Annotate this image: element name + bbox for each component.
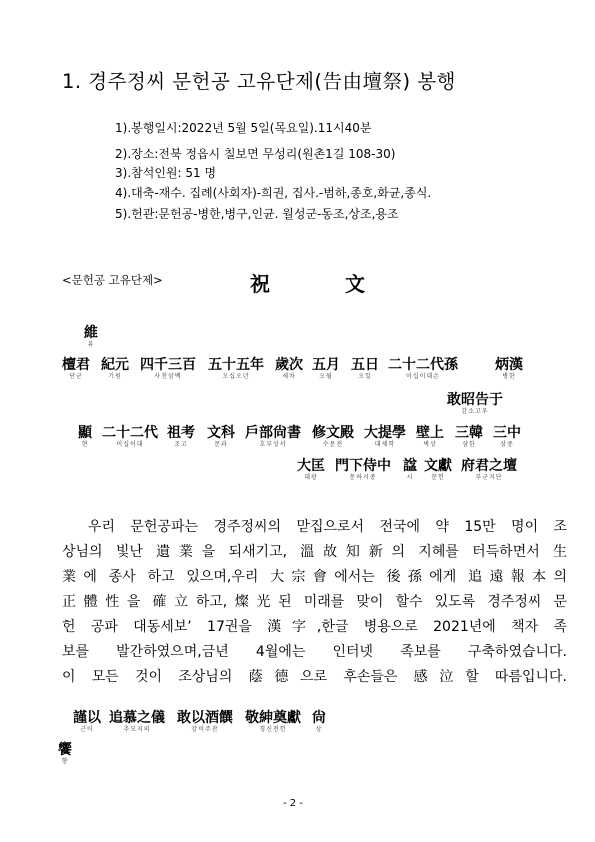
prayer-word: 紀元 기원 (101, 357, 129, 380)
ceremony-tag: <문헌공 고유단제> (62, 273, 163, 287)
prayer-word: 四千三百 사천삼백 (140, 357, 196, 380)
body-line: 보를 발간하였으며,금년 4월에는 인터넷 족보를 구축하였습니다. (62, 644, 567, 660)
prayer-word: 尙 상 (312, 710, 326, 733)
prayer-word: 諡 시 (403, 458, 417, 481)
prayer-word: 三韓 삼한 (455, 425, 483, 448)
prayer-word: 五十五年 오십오년 (208, 357, 264, 380)
prayer-word: 文獻 문헌 (424, 458, 452, 481)
prayer-word: 大提學 대제학 (364, 425, 406, 448)
info-line: 1).봉행일시:2022년 5월 5일(목요일).11시40분 (115, 121, 372, 135)
prayer-word: 饗 향 (58, 742, 72, 765)
document-heading: 祝 文 (250, 272, 399, 296)
info-line: 4).대축-재수. 집례(사회자)-희권, 집사.-범하,종호,화균,종식. (115, 186, 432, 200)
prayer-word: 歲次 세차 (275, 357, 303, 380)
prayer-word: 五月 오월 (312, 357, 340, 380)
prayer-word: 二十二代 이십이대 (102, 425, 158, 448)
prayer-word: 戶部尙書 호부상서 (245, 425, 301, 448)
body-line: 正體性을 確立하고,燦光된 미래를 맞이 할수 있도록 경주정씨 문 (62, 594, 567, 610)
section-title: 1. 경주정씨 문헌공 고유단제(告由壇祭) 봉행 (62, 70, 456, 93)
prayer-word: 三中 삼중 (493, 425, 521, 448)
prayer-word: 敬紳奠獻 경신전헌 (245, 710, 301, 733)
prayer-word: 五日 오일 (351, 357, 379, 380)
page-number: - 2 - (283, 798, 303, 809)
prayer-word: 炳漢 병한 (495, 357, 523, 380)
prayer-word: 壁上 벽상 (416, 425, 444, 448)
prayer-word: 維 유 (84, 325, 98, 348)
prayer-word: 敢以酒饌 감이주찬 (177, 710, 233, 733)
prayer-word: 修文殿 수문전 (312, 425, 354, 448)
prayer-word: 謹以 근이 (73, 710, 101, 733)
prayer-word: 顯 현 (78, 425, 92, 448)
prayer-word: 文科 문과 (207, 425, 235, 448)
prayer-word: 二十二代孫 이십이대손 (388, 357, 458, 380)
info-line: 5).헌관:문헌공-병한,병구,인균. 월성군-동조,상조,용조 (115, 207, 399, 221)
prayer-word: 府君之壇 부군지단 (461, 458, 517, 481)
info-line: 3).참석인원: 51 명 (115, 166, 217, 180)
body-line: 業에 종사 하고 있으며,우리 大宗會에서는 後孫에게 追遠報本의 (62, 569, 567, 585)
prayer-word: 祖考 조고 (167, 425, 195, 448)
prayer-word: 敢昭告于 감소고우 (447, 392, 503, 415)
body-line: 상님의 빛난 遺業을 되새기고, 溫故知新의 지혜를 터득하면서 生 (62, 544, 567, 560)
body-line: 우리 문헌공파는 경주정씨의 맏집으로서 전국에 약 15만 명이 조 (88, 519, 567, 535)
body-line: 이 모든 것이 조상님의 蔭德으로 후손들은 感泣할 따름입니다. (62, 669, 567, 685)
prayer-word: 門下侍中 문하시중 (335, 458, 391, 481)
prayer-word: 檀君 단군 (62, 357, 90, 380)
info-line: 2).장소:전북 정읍시 칠보면 무성리(원촌1길 108-30) (115, 147, 396, 161)
prayer-word: 追慕之儀 추모지의 (109, 710, 165, 733)
body-line: 헌 공파 대동세보’ 17권을 漢字,한글 병용으로 2021년에 책자 족 (62, 619, 567, 635)
prayer-word: 大匡 대광 (297, 458, 325, 481)
